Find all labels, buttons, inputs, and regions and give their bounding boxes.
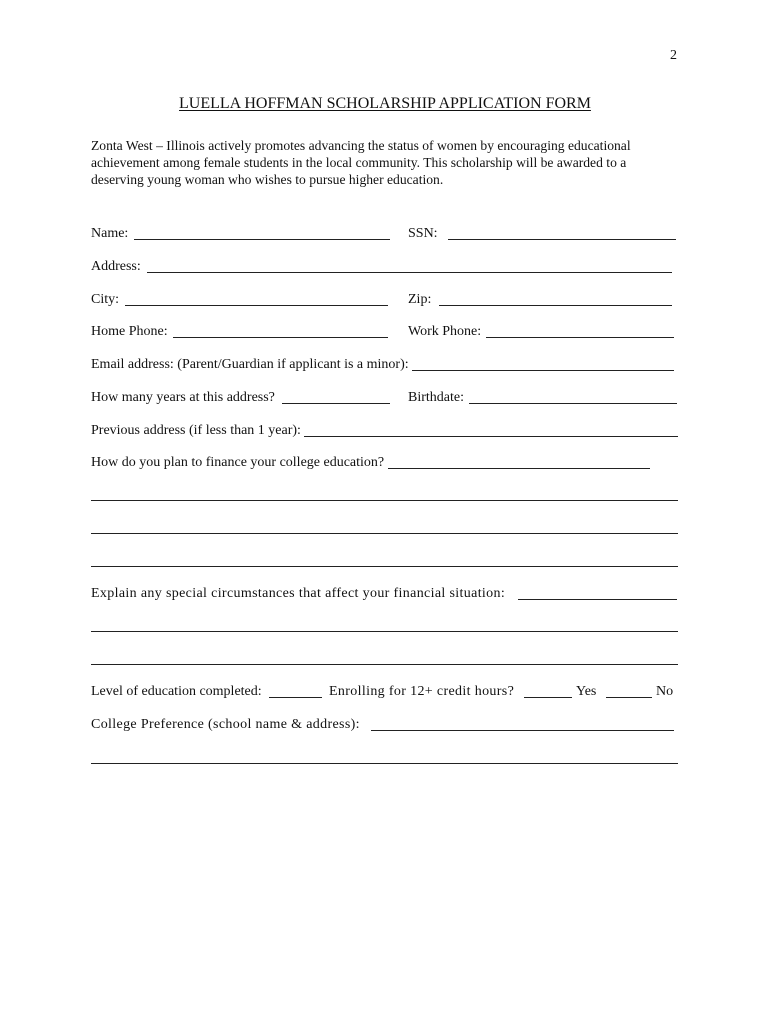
birthdate-label: Birthdate: [408,390,464,405]
enrolling-no-field[interactable] [606,697,652,698]
address-label: Address: [91,259,141,274]
education-level-field[interactable] [269,697,322,698]
special-circumstances-label: Explain any special circumstances that affect your financial situation: [91,586,506,601]
email-field[interactable] [412,370,674,371]
city-label: City: [91,292,120,307]
education-level-label: Level of education completed: [91,684,262,699]
enrolling-label: Enrolling for 12+ credit hours? [329,684,515,699]
special-circumstances-field-line[interactable] [91,631,678,632]
finance-field-line[interactable] [91,500,678,501]
form-title: LUELLA HOFFMAN SCHOLARSHIP APPLICATION FORM [179,95,591,112]
previous-address-label: Previous address (if less than 1 year): [91,423,301,438]
work-phone-field[interactable] [486,337,674,338]
city-field[interactable] [125,305,388,306]
finance-field[interactable] [388,468,650,469]
previous-address-field[interactable] [304,436,678,437]
intro-line: Zonta West – Illinois actively promotes advancing the status of women by encouraging educational [91,138,631,153]
intro-paragraph [91,137,681,188]
work-phone-label: Work Phone: [408,324,482,339]
home-phone-field[interactable] [173,337,388,338]
finance-field-line[interactable] [91,566,678,567]
intro-line: deserving young woman who wishes to pursue higher education. [91,172,444,187]
yes-option-label: Yes [576,684,597,699]
years-at-address-label: How many years at this address? [91,390,275,405]
intro-line: achievement among female students in the local community. This scholarship will be awarded to a [91,155,627,170]
zip-field[interactable] [439,305,672,306]
college-preference-label: College Preference (school name & address): [91,717,360,732]
special-circumstances-field[interactable] [518,599,677,600]
page-number: 2 [670,48,677,63]
finance-field-line[interactable] [91,533,678,534]
email-label: Email address: (Parent/Guardian if applicant is a minor): [91,357,409,372]
zip-label: Zip: [408,292,432,307]
enrolling-yes-field[interactable] [524,697,572,698]
ssn-label: SSN: [408,226,438,241]
finance-label: How do you plan to finance your college education? [91,455,385,470]
college-preference-field[interactable] [371,730,674,731]
special-circumstances-field-line[interactable] [91,664,678,665]
address-field[interactable] [147,272,672,273]
name-label: Name: [91,226,129,241]
home-phone-label: Home Phone: [91,324,168,339]
college-preference-field-line[interactable] [91,763,678,764]
birthdate-field[interactable] [469,403,677,404]
ssn-field[interactable] [448,239,676,240]
no-option-label: No [656,684,674,699]
name-field[interactable] [134,239,390,240]
years-at-address-field[interactable] [282,403,390,404]
